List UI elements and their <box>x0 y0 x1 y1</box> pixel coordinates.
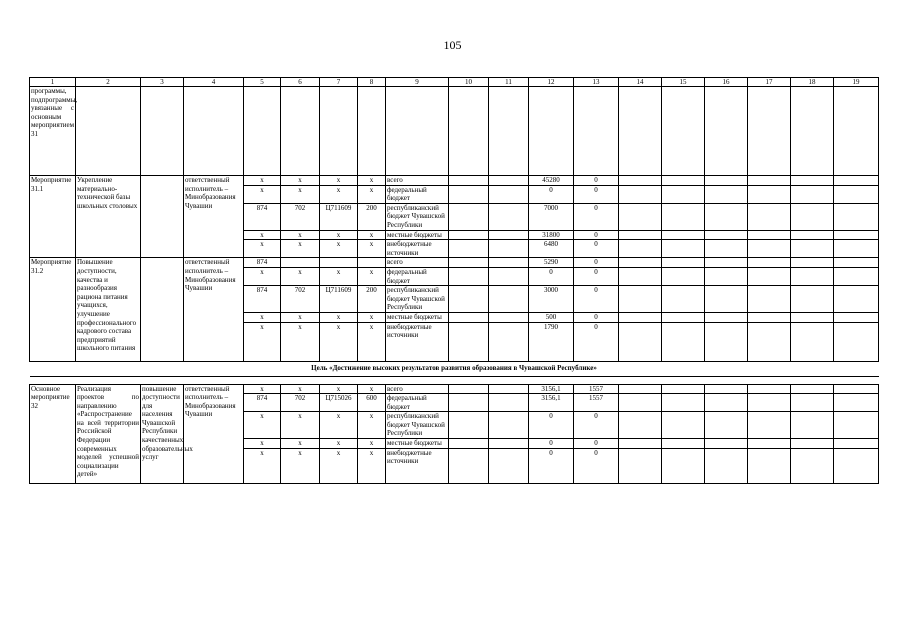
cell: x <box>358 267 386 285</box>
cell: x <box>281 230 320 240</box>
cell: 0 <box>529 448 574 483</box>
funding-source: местные бюджеты <box>386 439 449 449</box>
cell: x <box>320 185 358 203</box>
cell: 500 <box>529 312 574 322</box>
cell: 200 <box>358 286 386 313</box>
cell: x <box>358 240 386 258</box>
col-header: 14 <box>619 78 662 87</box>
cell: x <box>244 322 281 361</box>
funding-source: федеральный бюджет <box>386 267 449 285</box>
cell: 3000 <box>529 286 574 313</box>
cell: 0 <box>574 286 619 313</box>
col-header: 8 <box>358 78 386 87</box>
funding-source: местные бюджеты <box>386 312 449 322</box>
cell: x <box>320 384 358 394</box>
cell: x <box>281 384 320 394</box>
cell: 45280 <box>529 176 574 186</box>
cell: x <box>244 267 281 285</box>
activity-executor: ответственный исполнитель – Минобразования Чувашии <box>184 258 244 361</box>
cell: x <box>281 176 320 186</box>
cell: 200 <box>358 203 386 230</box>
cell: 0 <box>574 412 619 439</box>
continued-row <box>30 87 879 176</box>
cell <box>281 258 320 268</box>
cell: 702 <box>281 286 320 313</box>
cell: 0 <box>574 203 619 230</box>
cell: 1790 <box>529 322 574 361</box>
cell: 874 <box>244 203 281 230</box>
cell: x <box>320 176 358 186</box>
funding-source: внебюджетные источники <box>386 322 449 361</box>
cell: x <box>244 185 281 203</box>
cell: 0 <box>574 322 619 361</box>
cell: x <box>281 185 320 203</box>
col-header: 11 <box>489 78 529 87</box>
cell: x <box>358 439 386 449</box>
activity-id: Мероприятие 31.2 <box>30 258 76 361</box>
cell: Ц715026 <box>320 394 358 412</box>
table-row <box>30 258 879 268</box>
cell: 31800 <box>529 230 574 240</box>
cell: 3156,1 <box>529 394 574 412</box>
cell: 0 <box>574 439 619 449</box>
cell: x <box>244 240 281 258</box>
activity-id: Мероприятие 31.1 <box>30 176 76 258</box>
activity-executor: ответственный исполнитель – Минобразования Чувашии <box>184 176 244 258</box>
col-header: 16 <box>705 78 748 87</box>
col-header: 17 <box>748 78 791 87</box>
cell: x <box>244 312 281 322</box>
cell: 702 <box>281 203 320 230</box>
activity-name: Реализация проектов по направлению «Распространение на всей территории Российской Федерации современных моделей успешной социализации детей» <box>76 384 141 483</box>
cell: x <box>320 322 358 361</box>
table-row <box>30 176 879 186</box>
cell: 0 <box>574 258 619 268</box>
page-number: 105 <box>443 38 462 52</box>
col-header: 2 <box>76 78 141 87</box>
cell: x <box>244 439 281 449</box>
cell: x <box>320 312 358 322</box>
cell: Ц711609 <box>320 286 358 313</box>
cell: 874 <box>244 394 281 412</box>
cell: x <box>358 230 386 240</box>
cell: 0 <box>529 185 574 203</box>
cell: x <box>281 312 320 322</box>
cell: 600 <box>358 394 386 412</box>
funding-source: всего <box>386 258 449 268</box>
cell: x <box>281 439 320 449</box>
col-header: 18 <box>791 78 834 87</box>
col-header: 6 <box>281 78 320 87</box>
cell: Ц711609 <box>320 203 358 230</box>
cell: 7000 <box>529 203 574 230</box>
cell: x <box>320 230 358 240</box>
cell: x <box>244 448 281 483</box>
cell: 0 <box>529 412 574 439</box>
funding-source: внебюджетные источники <box>386 240 449 258</box>
cell: x <box>244 176 281 186</box>
col-header: 12 <box>529 78 574 87</box>
funding-source: республиканский бюджет Чувашской Республики <box>386 412 449 439</box>
cell: x <box>281 322 320 361</box>
funding-source: федеральный бюджет <box>386 394 449 412</box>
cell: x <box>281 267 320 285</box>
cell: x <box>320 448 358 483</box>
budget-table <box>29 77 879 484</box>
cell: x <box>358 448 386 483</box>
cell: x <box>281 448 320 483</box>
column-number-row <box>30 78 879 87</box>
col-header: 4 <box>184 78 244 87</box>
cell: x <box>244 230 281 240</box>
cell: 0 <box>529 267 574 285</box>
col-header: 19 <box>834 78 879 87</box>
cell: 1557 <box>574 384 619 394</box>
cell: x <box>358 185 386 203</box>
cell: x <box>320 240 358 258</box>
funding-source: федеральный бюджет <box>386 185 449 203</box>
funding-source: внебюджетные источники <box>386 448 449 483</box>
funding-source: местные бюджеты <box>386 230 449 240</box>
col-header: 1 <box>30 78 76 87</box>
funding-source: всего <box>386 176 449 186</box>
cell: 6480 <box>529 240 574 258</box>
cell: 3156,1 <box>529 384 574 394</box>
activity-name: Повышение доступности, качества и разнообразия рациона питания учащихся, улучшение профессионального кадрового состава предприятий школьного питания <box>76 258 141 361</box>
cell: x <box>244 384 281 394</box>
cell <box>320 258 358 268</box>
cell: x <box>244 412 281 439</box>
cell: 0 <box>574 448 619 483</box>
cell: x <box>358 384 386 394</box>
cell: x <box>358 322 386 361</box>
cell: 1557 <box>574 394 619 412</box>
table-row <box>30 384 879 394</box>
cell: 0 <box>574 267 619 285</box>
cell: 874 <box>244 286 281 313</box>
cell: 702 <box>281 394 320 412</box>
cell: 0 <box>574 240 619 258</box>
cell: 0 <box>529 439 574 449</box>
cell: x <box>358 176 386 186</box>
activity-id: Основное мероприятие 32 <box>30 384 76 483</box>
cell <box>358 258 386 268</box>
col-header: 7 <box>320 78 358 87</box>
cell: x <box>358 312 386 322</box>
continued-text: программы, подпрограммы, увязанные с основным мероприятием 31 <box>30 87 76 176</box>
col-header: 5 <box>244 78 281 87</box>
cell: x <box>281 240 320 258</box>
activity-executor: ответственный исполнитель – Минобразования Чувашии <box>184 384 244 483</box>
funding-source: республиканский бюджет Чувашской Республики <box>386 203 449 230</box>
cell: x <box>358 412 386 439</box>
funding-source: республиканский бюджет Чувашской Республики <box>386 286 449 313</box>
col-header: 10 <box>449 78 489 87</box>
goal-heading: Цель «Достижение высоких результатов развития образования в Чувашской Республике» <box>311 364 597 373</box>
cell: 0 <box>574 312 619 322</box>
funding-source: всего <box>386 384 449 394</box>
col-header: 9 <box>386 78 449 87</box>
cell: 0 <box>574 185 619 203</box>
cell: x <box>320 267 358 285</box>
cell: 874 <box>244 258 281 268</box>
col-header: 3 <box>141 78 184 87</box>
activity-name: Укрепление материально-технической базы школьных столовых <box>76 176 141 258</box>
col-header: 15 <box>662 78 705 87</box>
cell: x <box>320 412 358 439</box>
activity-result: повышение доступности для населения Чувашской Республики качественных образовательных услуг <box>141 384 184 483</box>
cell: x <box>281 412 320 439</box>
cell: 5290 <box>529 258 574 268</box>
cell: x <box>320 439 358 449</box>
col-header: 13 <box>574 78 619 87</box>
goal-row <box>30 361 879 376</box>
cell: 0 <box>574 230 619 240</box>
cell: 0 <box>574 176 619 186</box>
